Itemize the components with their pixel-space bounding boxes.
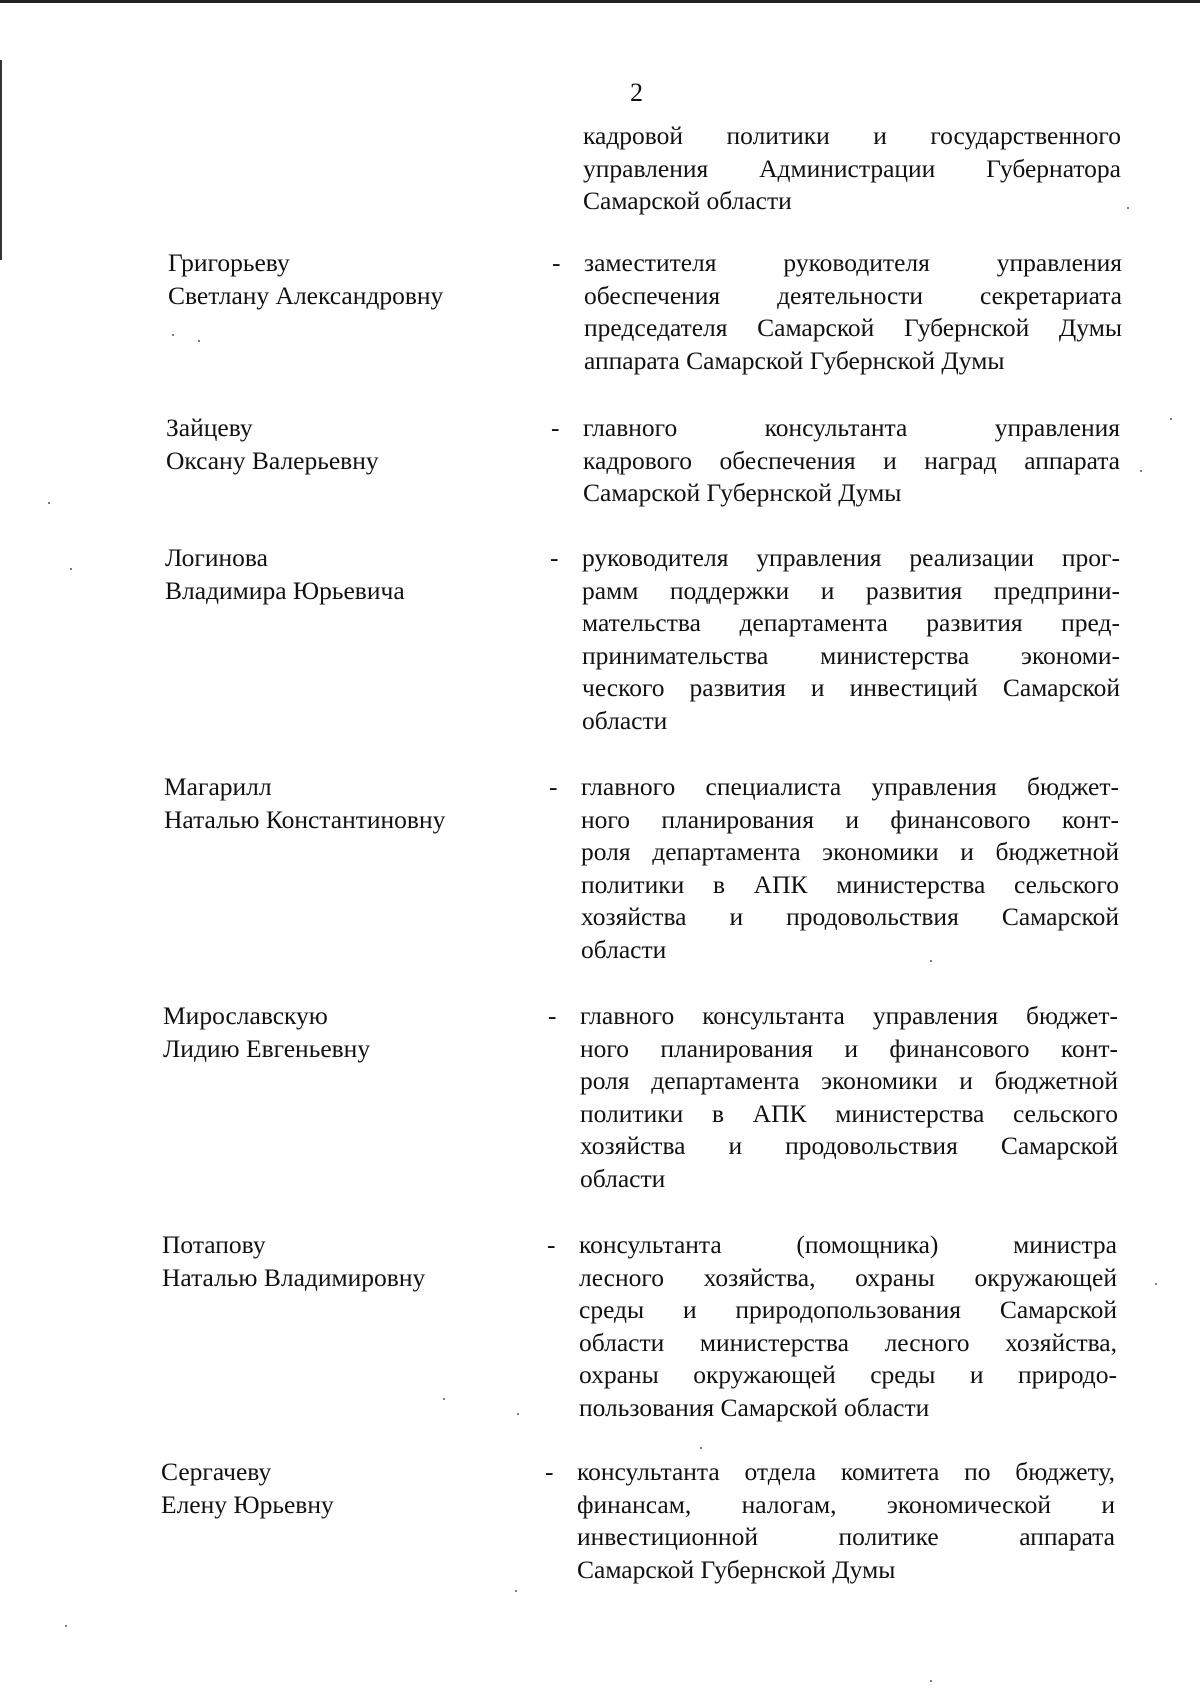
appointee-position — [583, 412, 1120, 510]
scan-speck — [930, 960, 932, 962]
continuation-line: Самарской области — [583, 186, 792, 215]
surname: Зайцеву — [166, 413, 253, 442]
scan-speck — [517, 1413, 519, 1415]
appointee-position — [584, 247, 1122, 377]
surname: Мирославскую — [163, 1001, 328, 1030]
position-line: инвестиционной политике аппарата — [577, 1522, 1115, 1551]
scan-speck — [70, 568, 72, 570]
dash-separator: - — [551, 413, 560, 442]
appointee-position — [581, 771, 1119, 966]
position-line: принимательства министерства экономи- — [582, 640, 1120, 670]
appointee-name — [168, 247, 443, 312]
scan-speck — [1127, 207, 1129, 209]
appointee-name — [163, 1000, 370, 1065]
dash-separator: - — [552, 248, 561, 277]
appointee-name — [162, 1229, 425, 1294]
surname: Магарилл — [164, 772, 272, 801]
scan-speck — [65, 1625, 67, 1627]
given-names: Владимира Юрьевича — [165, 575, 405, 605]
position-line: роля департамента экономики и бюджетной — [581, 837, 1119, 866]
appointee-name — [165, 542, 405, 607]
page-number: 2 — [630, 78, 643, 107]
position-line: охраны окружающей среды и природо- — [579, 1360, 1117, 1389]
scan-speck — [172, 334, 174, 336]
position-line: кадрового обеспечения и наград аппарата — [583, 445, 1120, 475]
position-line: области — [581, 934, 667, 964]
position-line: области — [582, 705, 668, 735]
dash-separator: - — [545, 1457, 554, 1486]
appointee-position — [582, 542, 1120, 737]
scan-speck — [48, 502, 50, 504]
scan-speck — [1140, 470, 1142, 472]
scan-speck — [198, 340, 200, 342]
position-line: среды и природопользования Самарской — [579, 1295, 1117, 1324]
position-line: ческого развития и инвестиций Самарской — [582, 673, 1120, 702]
position-line: политики в АПК министерства сельского — [580, 1098, 1118, 1128]
position-line: Самарской Губернской Думы — [583, 478, 902, 507]
position-line: Самарской Губернской Думы — [577, 1554, 896, 1584]
position-line: председателя Самарской Губернской Думы — [584, 313, 1122, 342]
scan-edge-left — [0, 60, 2, 260]
scan-speck — [700, 1447, 702, 1449]
continuation-line: кадровой политики и государственного — [583, 121, 1121, 150]
continuation-line: управления Администрации Губернатора — [583, 153, 1121, 183]
position-line: рамм поддержки и развития предприни- — [582, 575, 1120, 605]
given-names: Светлану Александровну — [168, 280, 444, 310]
position-line: главного специалиста управления бюджет- — [581, 772, 1119, 801]
surname: Сергачеву — [161, 1457, 272, 1486]
position-line: лесного хозяйства, охраны окружающей — [579, 1262, 1117, 1292]
position-line: главного консультанта управления — [583, 413, 1120, 442]
position-line: аппарата Самарской Губернской Думы — [584, 345, 1005, 375]
scan-speck — [1170, 418, 1172, 420]
surname: Логинова — [165, 543, 268, 572]
position-line: консультанта отдела комитета по бюджету, — [577, 1457, 1115, 1486]
given-names: Лидию Евгеньевну — [163, 1033, 371, 1063]
dash-separator: - — [548, 1001, 557, 1030]
continuation-text — [583, 120, 1121, 218]
scan-speck — [930, 1680, 932, 1682]
position-line: роля департамента экономики и бюджетной — [580, 1066, 1118, 1095]
appointee-position — [580, 1000, 1118, 1195]
dash-separator: - — [549, 772, 558, 801]
given-names: Елену Юрьевну — [161, 1489, 334, 1519]
surname: Григорьеву — [168, 248, 290, 277]
surname: Потапову — [162, 1230, 266, 1259]
scan-speck — [1155, 1283, 1157, 1285]
appointee-position — [579, 1229, 1117, 1424]
given-names: Наталью Владимировну — [162, 1262, 426, 1292]
scan-speck — [443, 1398, 445, 1400]
position-line: заместителя руководителя управления — [584, 248, 1122, 277]
appointee-name — [164, 771, 445, 836]
given-names: Оксану Валерьевну — [166, 445, 379, 475]
scan-speck — [515, 1590, 517, 1592]
position-line: области — [580, 1163, 666, 1193]
position-line: руководителя управления реализации прог- — [582, 543, 1120, 572]
position-line: хозяйства и продовольствия Самарской — [580, 1131, 1118, 1160]
position-line: обеспечения деятельности секретариата — [584, 280, 1122, 310]
dash-separator: - — [547, 1230, 556, 1259]
appointee-name — [161, 1456, 334, 1521]
position-line: консультанта (помощника) министра — [579, 1230, 1117, 1259]
position-line: главного консультанта управления бюджет- — [580, 1001, 1118, 1030]
position-line: пользования Самарской области — [579, 1392, 930, 1422]
position-line: политики в АПК министерства сельского — [581, 869, 1119, 899]
position-line: мательства департамента развития пред- — [582, 608, 1120, 637]
given-names: Наталью Константиновну — [164, 804, 446, 834]
appointee-name — [166, 412, 379, 477]
position-line: области министерства лесного хозяйства, — [579, 1327, 1117, 1357]
position-line: финансам, налогам, экономической и — [577, 1489, 1115, 1519]
scan-edge-top — [0, 0, 1200, 3]
position-line: ного планирования и финансового конт- — [581, 804, 1119, 834]
position-line: хозяйства и продовольствия Самарской — [581, 902, 1119, 931]
position-line: ного планирования и финансового конт- — [580, 1033, 1118, 1063]
dash-separator: - — [550, 543, 559, 572]
appointee-position — [577, 1456, 1115, 1586]
